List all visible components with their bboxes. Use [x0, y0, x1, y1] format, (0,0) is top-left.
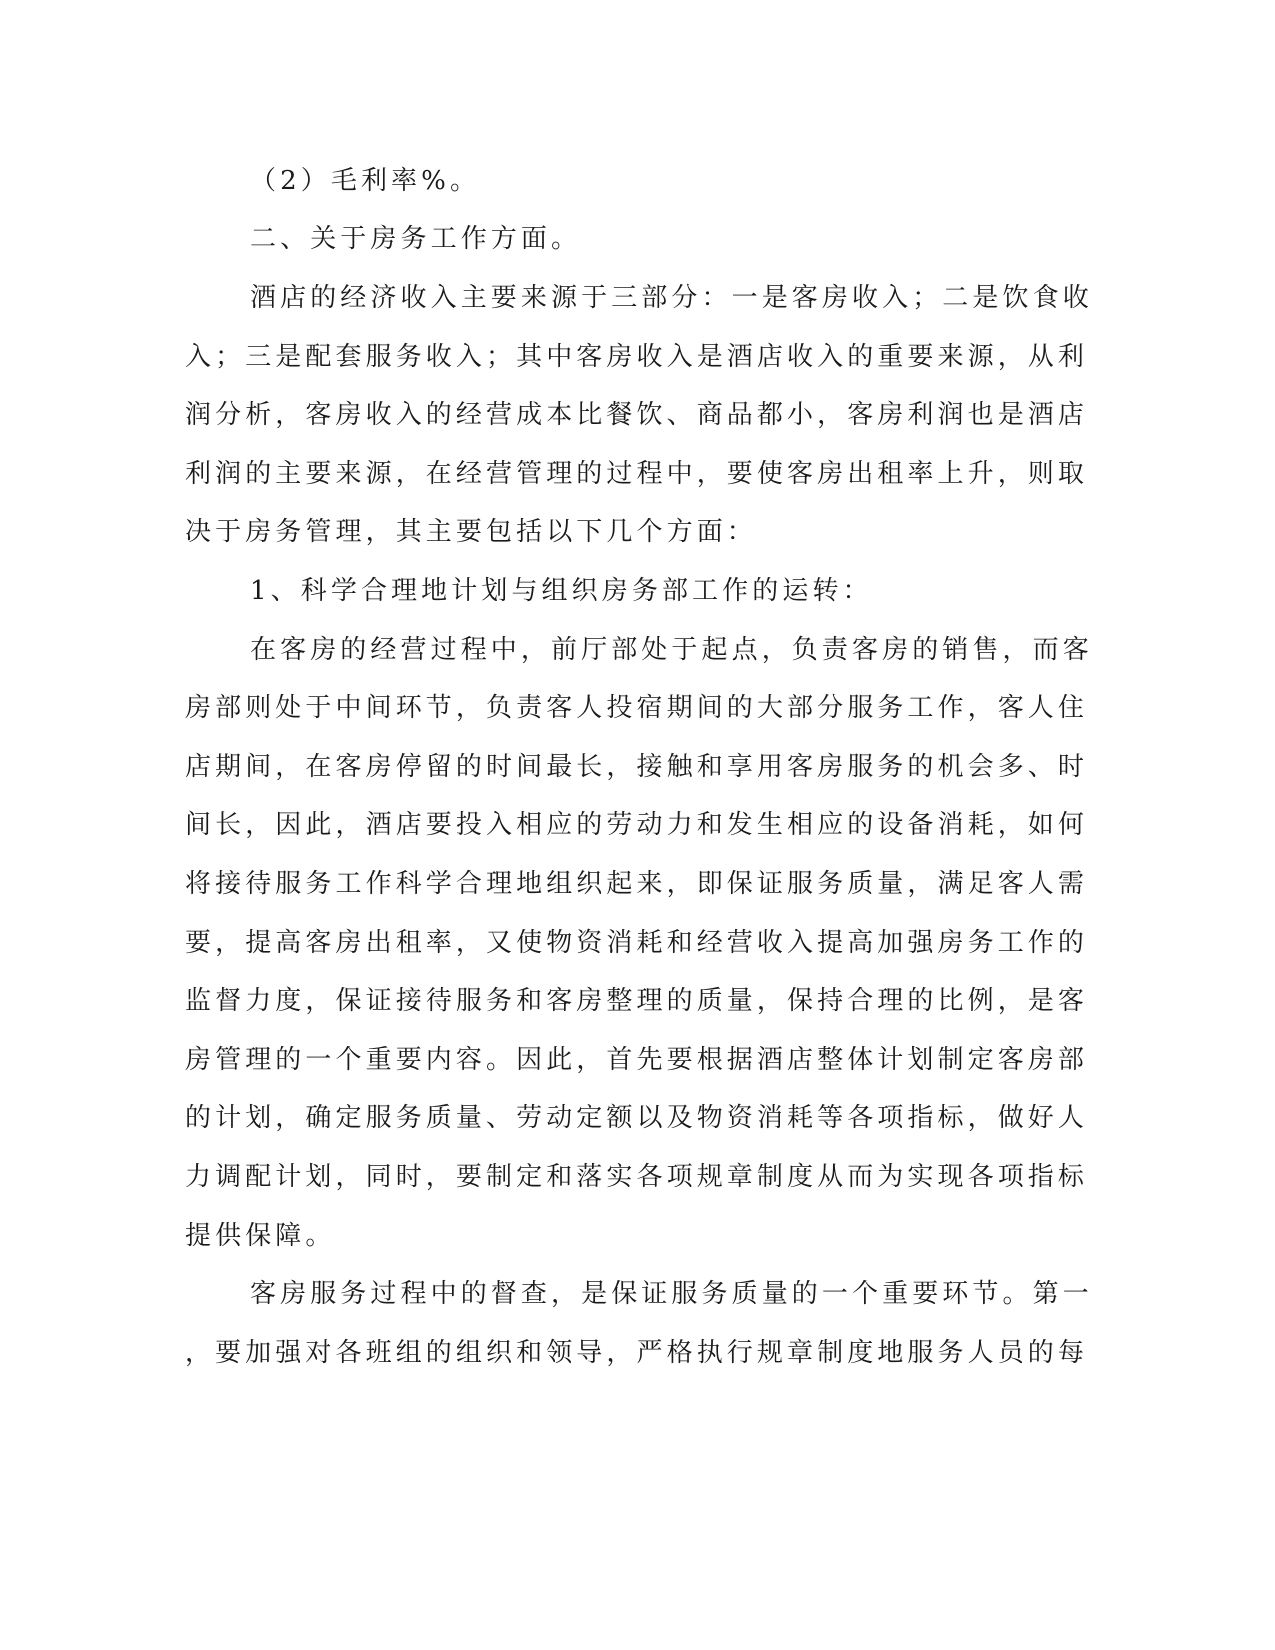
paragraph-line: 房部则处于中间环节，负责客人投宿期间的大部分服务工作，客人住 [185, 693, 1089, 723]
paragraph-line: 的计划，确定服务质量、劳动定额以及物资消耗等各项指标，做好人 [185, 1103, 1089, 1133]
paragraph-line: 在客房的经营过程中，前厅部处于起点，负责客房的销售，而客 [250, 635, 1093, 665]
paragraph-line: 房管理的一个重要内容。因此，首先要根据酒店整体计划制定客房部 [185, 1045, 1089, 1075]
paragraph-line: 客房服务过程中的督查，是保证服务质量的一个重要环节。第一 [250, 1279, 1093, 1309]
sub-item-gross-margin: （2）毛利率%。 [250, 166, 481, 196]
paragraph-line: 间长，因此，酒店要投入相应的劳动力和发生相应的设备消耗，如何 [185, 810, 1089, 840]
paragraph-line: 酒店的经济收入主要来源于三部分：一是客房收入；二是饮食收 [250, 283, 1093, 313]
paragraph-line: ，要加强对各班组的组织和领导，严格执行规章制度地服务人员的每 [185, 1338, 1089, 1368]
paragraph-line: 将接待服务工作科学合理地组织起来，即保证服务质量，满足客人需 [185, 869, 1089, 899]
paragraph-line: 要，提高客房出租率，又使物资消耗和经营收入提高加强房务工作的 [185, 928, 1089, 958]
paragraph-line: 力调配计划，同时，要制定和落实各项规章制度从而为实现各项指标 [185, 1162, 1089, 1192]
paragraph-line: 润分析，客房收入的经营成本比餐饮、商品都小，客房利润也是酒店 [185, 400, 1089, 430]
paragraph-line: 店期间，在客房停留的时间最长，接触和享用客房服务的机会多、时 [185, 752, 1089, 782]
paragraph-line: 利润的主要来源，在经营管理的过程中，要使客房出租率上升，则取 [185, 459, 1089, 489]
paragraph-line: 提供保障。 [185, 1221, 336, 1251]
item-heading-planning: 1、科学合理地计划与组织房务部工作的运转： [250, 576, 873, 606]
paragraph-line: 监督力度，保证接待服务和客房整理的质量，保持合理的比例，是客 [185, 986, 1089, 1016]
paragraph-line: 入；三是配套服务收入；其中客房收入是酒店收入的重要来源，从利 [185, 342, 1089, 372]
section-heading-room-service: 二、关于房务工作方面。 [250, 224, 582, 254]
paragraph-line: 决于房务管理，其主要包括以下几个方面： [185, 517, 757, 547]
